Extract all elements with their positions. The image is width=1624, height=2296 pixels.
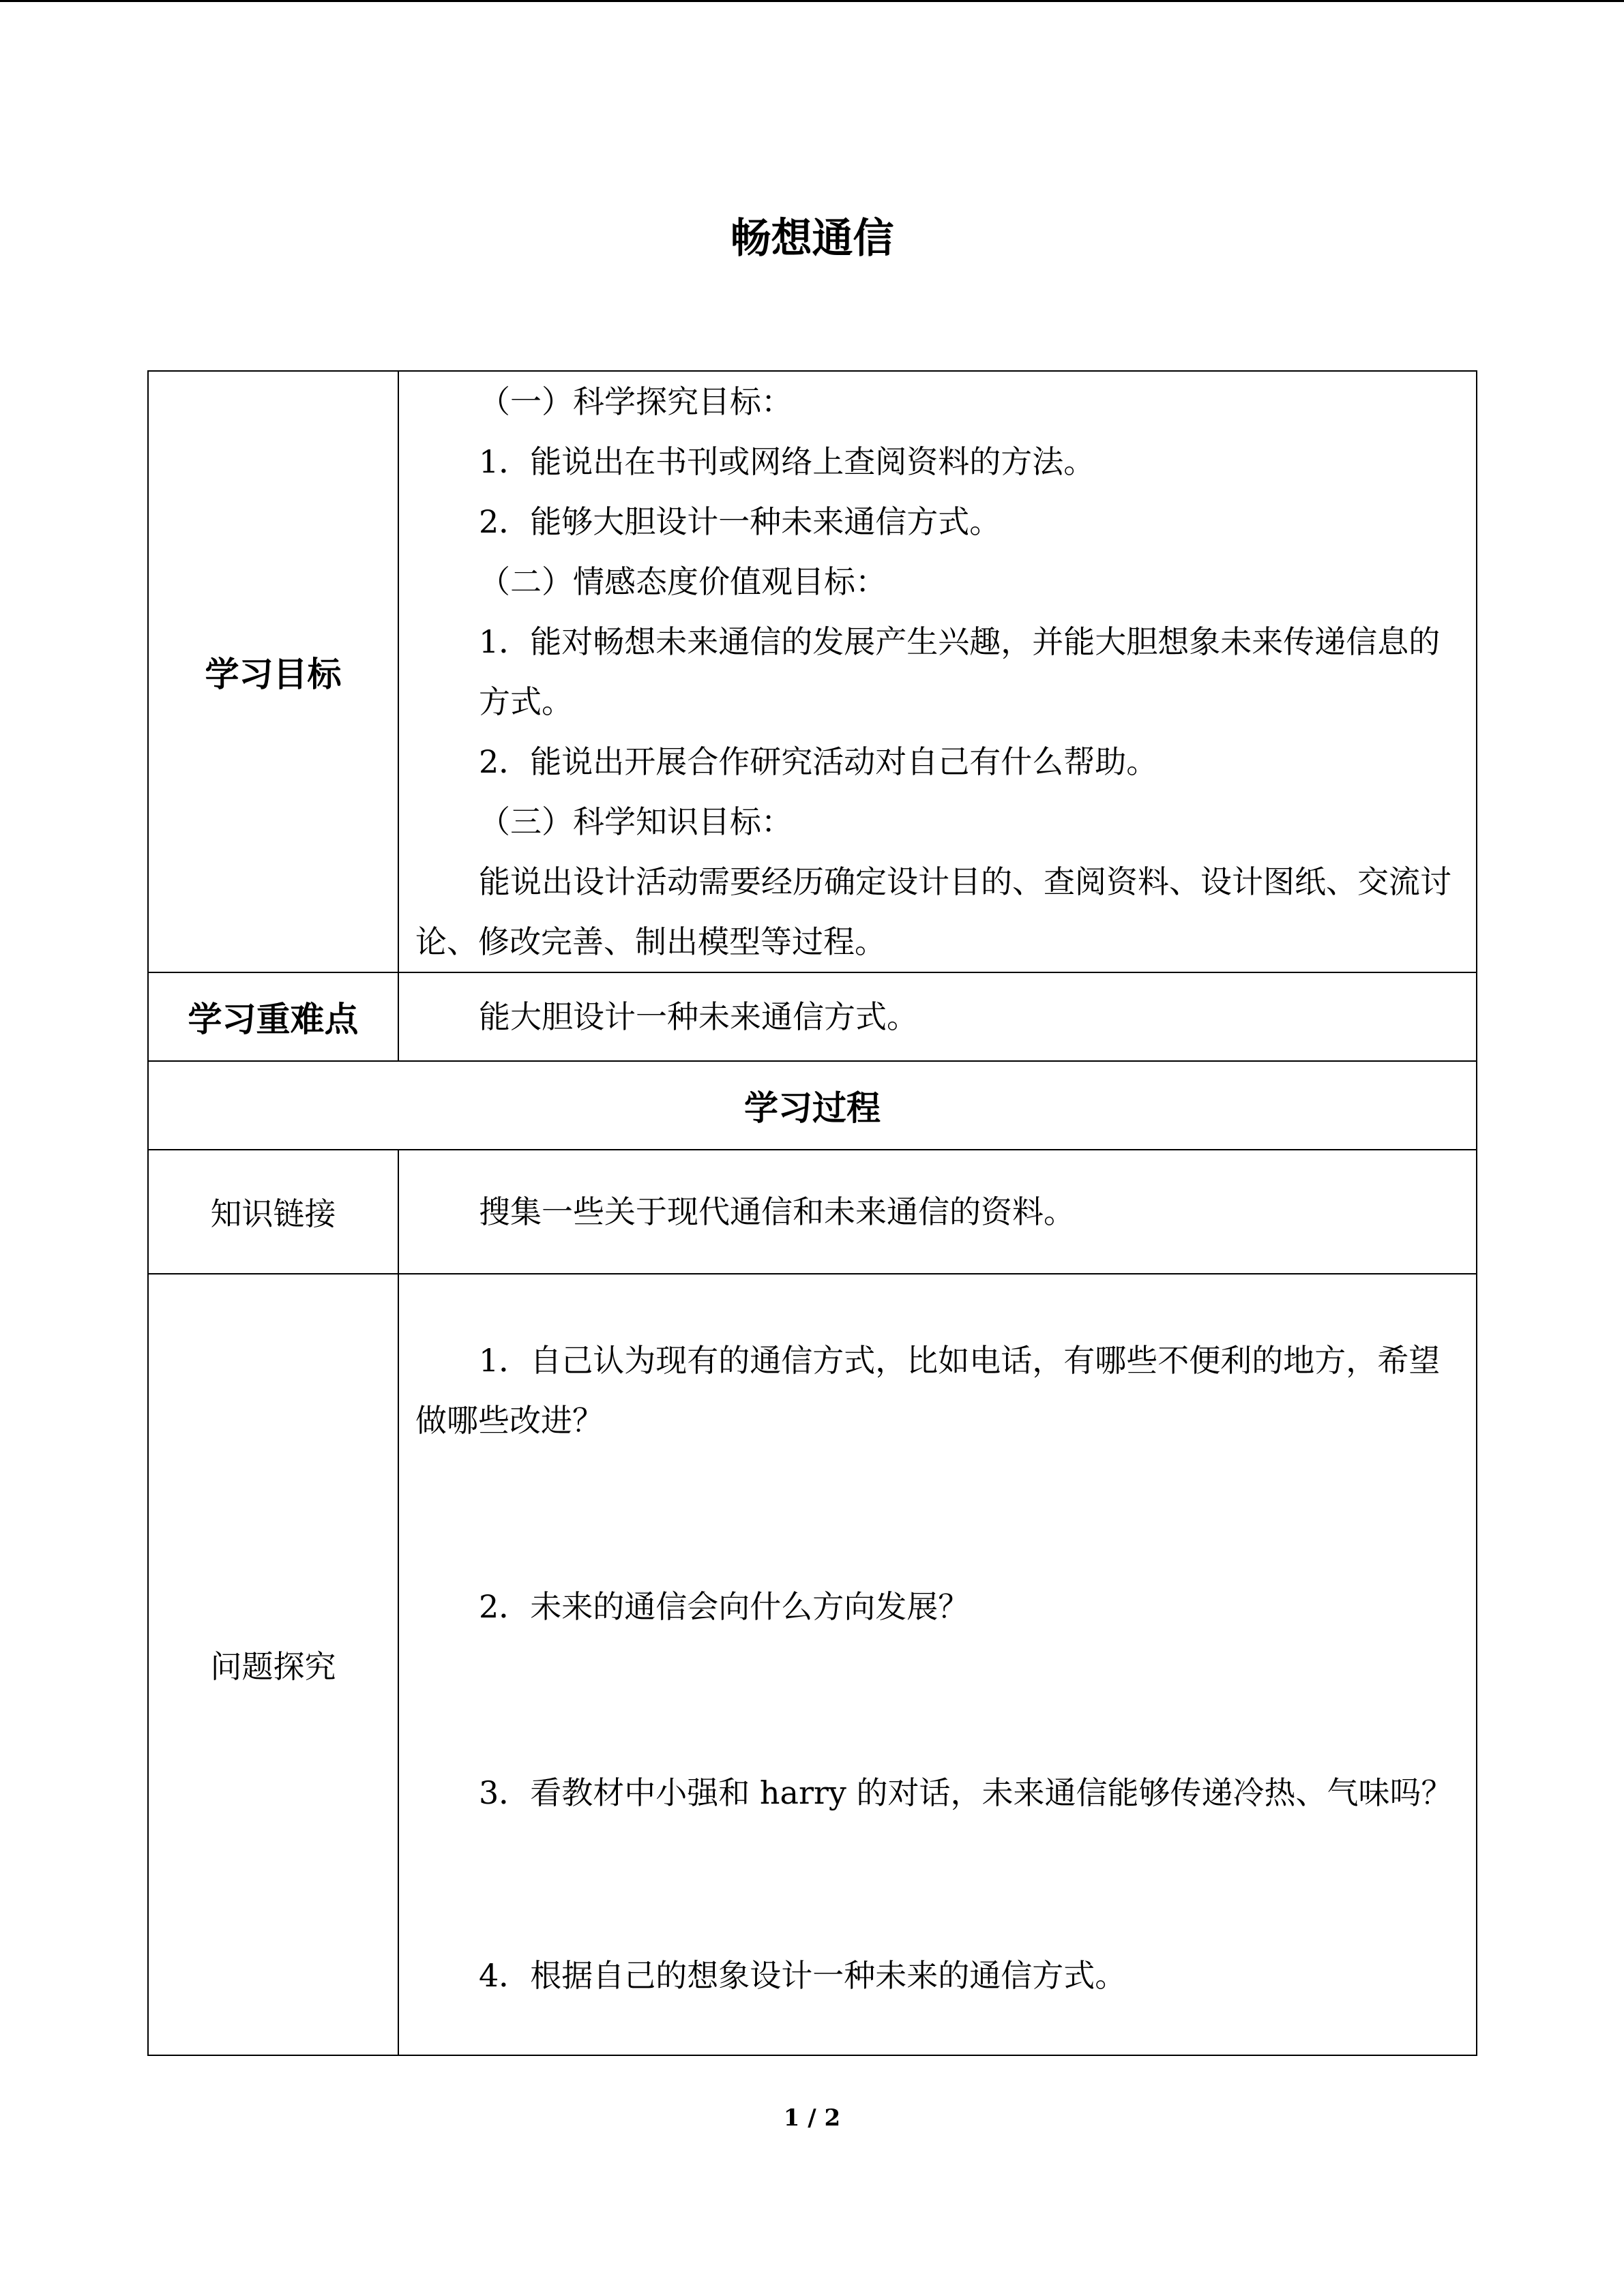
key-points-label: 学习重难点 <box>148 972 398 1061</box>
goal-line: 能说出设计活动需要经历确定设计目的、查阅资料、设计图纸、交流讨论、修改完善、制出模型等过程。 <box>415 863 1451 960</box>
goals-row <box>148 371 1477 972</box>
inquiry-question: 3．看教材中小强和 harry 的对话，未来通信能够传递冷热、气味吗？ <box>479 1774 1453 1811</box>
inquiry-question: 4．根据自己的想象设计一种未来的通信方式。 <box>479 1957 1127 1994</box>
goal-line: （三）科学知识目标： <box>479 803 793 840</box>
page-number: 1 / 2 <box>783 2104 841 2132</box>
goal-line: 1．能对畅想未来通信的发展产生兴趣，并能大胆想象未来传递信息的方式。 <box>479 623 1441 720</box>
knowledge-link-cell <box>398 1150 1477 1274</box>
knowledge-link-row <box>148 1150 1477 1274</box>
page-top-border <box>0 0 1624 2</box>
knowledge-link-content: 搜集一些关于现代通信和未来通信的资料。 <box>479 1193 1075 1230</box>
process-header: 学习过程 <box>148 1061 1477 1150</box>
goal-line: 2．能说出开展合作研究活动对自己有什么帮助。 <box>479 743 1158 780</box>
goal-line: 1．能说出在书刊或网络上查阅资料的方法。 <box>479 443 1095 480</box>
process-header-row <box>148 1061 1477 1150</box>
knowledge-link-label: 知识链接 <box>148 1150 398 1274</box>
key-points-cell <box>398 972 1477 1061</box>
key-points-content: 能大胆设计一种未来通信方式。 <box>479 998 918 1035</box>
document-title: 畅想通信 <box>730 215 894 263</box>
key-points-row <box>148 972 1477 1061</box>
inquiry-question: 2．未来的通信会向什么方向发展？ <box>479 1588 970 1625</box>
inquiry-question: 1．自己认为现有的通信方式，比如电话，有哪些不便利的地方，希望做哪些改进？ <box>415 1342 1441 1439</box>
inquiry-label: 问题探究 <box>148 1274 398 2055</box>
goals-content <box>398 371 1477 972</box>
inquiry-cell <box>398 1274 1477 2055</box>
goals-label: 学习目标 <box>148 371 398 972</box>
inquiry-row <box>148 1274 1477 2055</box>
lesson-plan-table <box>147 370 1477 2056</box>
goal-line: 2．能够大胆设计一种未来通信方式。 <box>479 503 1001 540</box>
goal-line: （二）情感态度价值观目标： <box>479 563 887 600</box>
goal-line: （一）科学探究目标： <box>479 383 793 420</box>
